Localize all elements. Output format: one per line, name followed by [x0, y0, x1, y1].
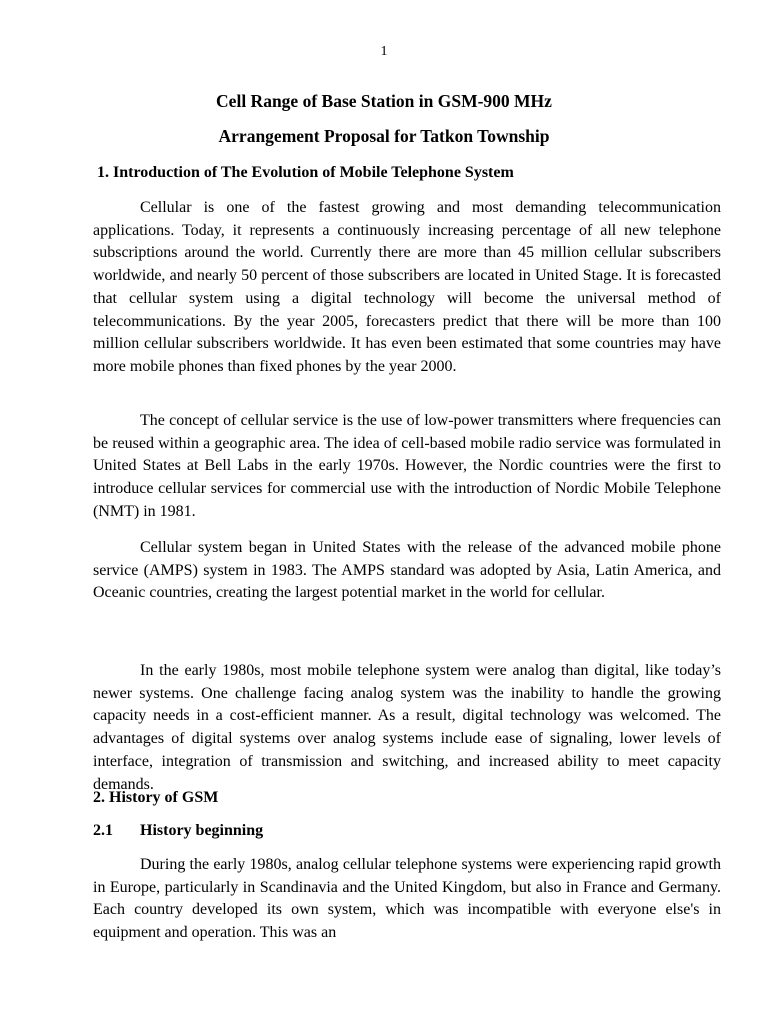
section-2-heading: 2. History of GSM [93, 789, 219, 806]
paragraph: Cellular system began in United States with the release of the advanced mobile phone service (AMPS) system in 1983. The AMPS standard was adopted by Asia, Latin America, and Oceanic countries, creating the largest potential market in the world for cellular. [93, 539, 721, 602]
paragraph: The concept of cellular service is the use of low-power transmitters where frequencies can be reused within a geographic area. The idea of cell-based mobile radio service was formulated in United States at Bell Labs in the early 1970s. However, the Nordic countries were the first to introduce cellular services for commercial use with the introduction of Nordic Mobile Telephone (NMT) in 1981. [93, 412, 721, 520]
paragraph: During the early 1980s, analog cellular telephone systems were experiencing rapid growth in Europe, particularly in Scandinavia and the United Kingdom, but also in France and Germany. Each country developed its own system, which was incompatible with everyone else's in equipment and operation. This was an [93, 856, 721, 942]
section-1-heading: 1. Introduction of The Evolution of Mobile Telephone System [97, 164, 514, 181]
paragraph: In the early 1980s, most mobile telephone system were analog than digital, like today’s newer systems. One challenge facing analog system was the inability to handle the growing capacity needs in a cost-efficient manner. As a result, digital technology was welcomed. The advantages of digital systems over analog systems include ease of signaling, lower levels of interface, integration of transmission and switching, and increased ability to meet capacity demands. [93, 662, 721, 793]
paragraph: Cellular is one of the fastest growing and most demanding telecommunication applications. Today, it represents a continuously increasing percentage of all new telephone subscriptions around the world. Currently there are more than 45 million cellular subscribers worldwide, and nearly 50 percent of those subscribers are located in United Stage. It is forecasted that cellular system using a digital technology will become the universal method of telecommunications. By the year 2005, forecasters predict that there will be more than 100 million cellular subscribers worldwide. It has even been estimated that some countries may have more mobile phones than fixed phones by the year 2000. [93, 199, 721, 375]
page-number: 1 [380, 44, 388, 59]
subsection-heading [93, 822, 263, 840]
subsection-title: History beginning [140, 822, 264, 839]
document-title-line-1: Cell Range of Base Station in GSM-900 MHz [216, 91, 552, 111]
subsection-number: 2.1 [93, 822, 113, 839]
document-title-line-2: Arrangement Proposal for Tatkon Township [218, 126, 550, 146]
